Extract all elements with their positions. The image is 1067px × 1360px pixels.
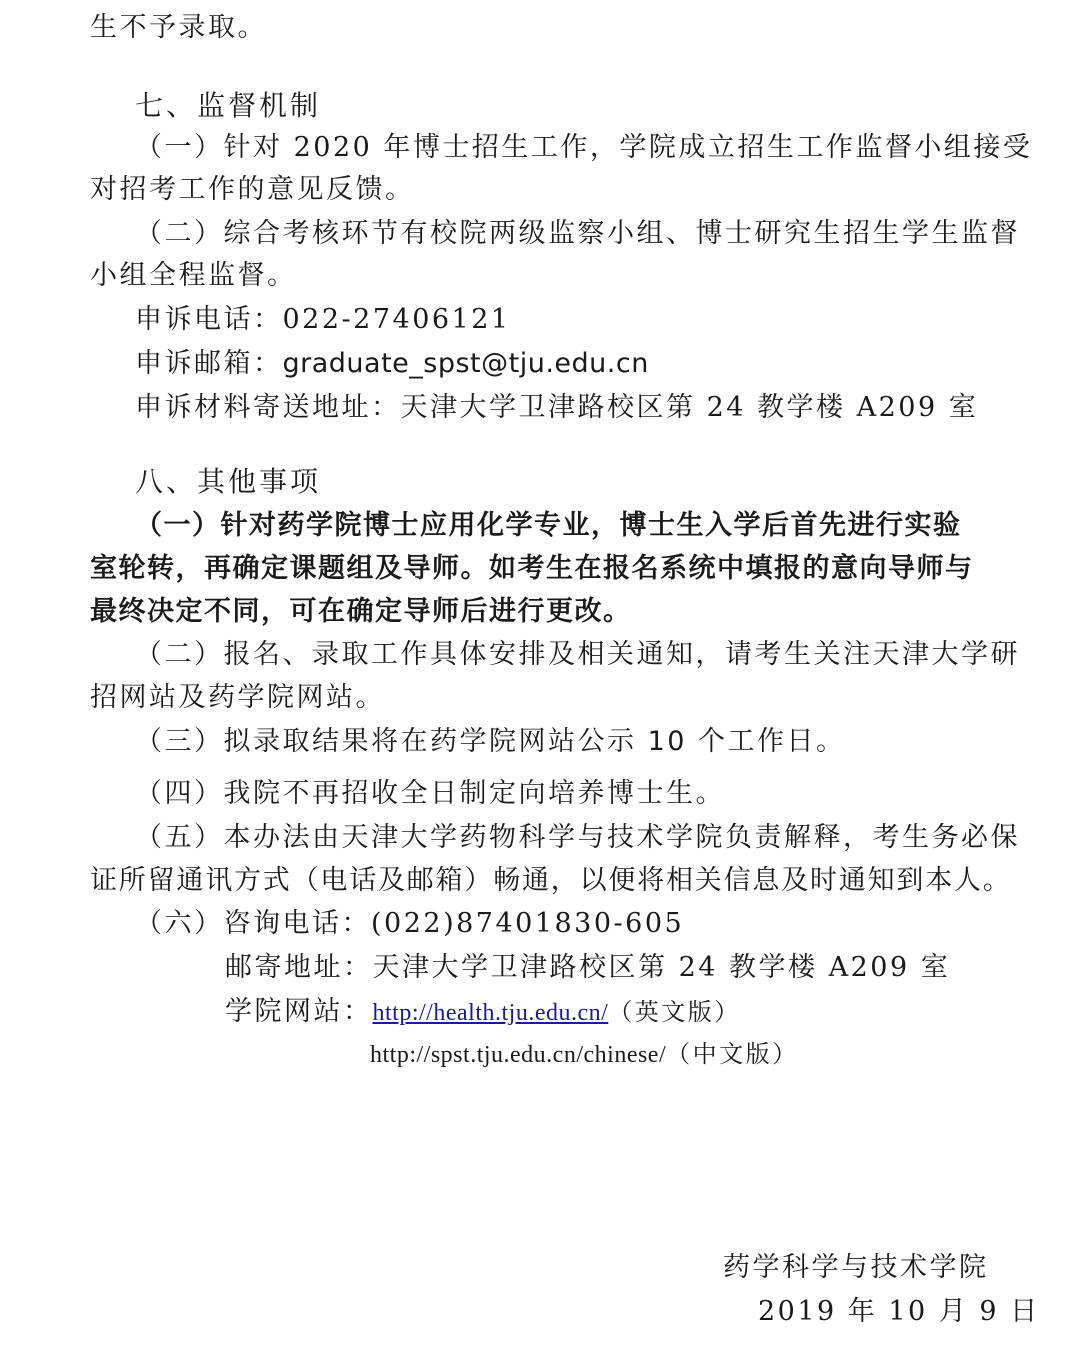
section7-item1-line1: （一）针对 2020 年博士招生工作，学院成立招生工作监督小组接受 [135, 132, 1033, 163]
section8-item4: （四）我院不再招收全日制定向培养博士生。 [135, 778, 725, 809]
section8-item1-line1: （一）针对药学院博士应用化学专业，博士生入学后首先进行实验 [135, 510, 962, 541]
section8-item5-line2: 证所留通讯方式（电话及邮箱）畅通，以便将相关信息及时通知到本人。 [90, 865, 1012, 896]
section8-item2-line2: 招网站及药学院网站。 [90, 682, 385, 713]
section8-item1-line3: 最终决定不同，可在确定导师后进行更改。 [90, 596, 632, 627]
website-label: 学院网站： [225, 996, 373, 1027]
signature-date: 2019 年 10 月 9 日 [758, 1296, 1040, 1327]
signature-org: 药学科学与技术学院 [723, 1252, 989, 1283]
website-row-cn [370, 1034, 799, 1074]
item3-prefix: （三）拟录取结果将在药学院网站公示 [135, 726, 648, 757]
appeal-email: graduate_spst@tju.edu.cn [282, 348, 649, 379]
section8-item2-line1: （二）报名、录取工作具体安排及相关通知，请考生关注天津大学研 [135, 639, 1020, 670]
website-row-en [225, 992, 741, 1032]
section8-item1-line2: 室轮转，再确定课题组及导师。如考生在报名系统中填报的意向导师与 [90, 553, 974, 584]
section8-item5-line1: （五）本办法由天津大学药物科学与技术学院负责解释，考生务必保 [135, 822, 1020, 853]
section7-item2-line2: 小组全程监督。 [90, 260, 297, 291]
website-cn-url: http://spst.tju.edu.cn/chinese/ [370, 1042, 667, 1068]
item3-number: 10 [647, 726, 687, 757]
website-en-link[interactable]: http://health.tju.edu.cn/ [372, 1000, 609, 1026]
website-en-note: （英文版） [608, 998, 741, 1026]
top-fragment: 生不予录取。 [90, 12, 267, 43]
item3-suffix: 个工作日。 [686, 726, 846, 757]
section7-item2-line1: （二）综合考核环节有校院两级监察小组、博士研究生招生学生监督 [135, 218, 1020, 249]
appeal-phone-row [135, 300, 511, 340]
section8-item6-phone: （六）咨询电话：(022)87401830-605 [135, 908, 685, 939]
appeal-email-label: 申诉邮箱： [135, 348, 283, 379]
mail-address: 邮寄地址：天津大学卫津路校区第 24 教学楼 A209 室 [225, 952, 951, 983]
section7-title: 七、监督机制 [135, 89, 322, 122]
appeal-phone-label: 申诉电话： [135, 304, 283, 335]
website-cn-note: （中文版） [666, 1040, 799, 1068]
section8-item3 [135, 722, 846, 762]
section8-title: 八、其他事项 [135, 465, 322, 498]
appeal-address: 申诉材料寄送地址：天津大学卫津路校区第 24 教学楼 A209 室 [135, 392, 979, 423]
appeal-email-row [135, 344, 649, 384]
appeal-phone: 022-27406121 [282, 304, 511, 335]
section7-item1-line2: 对招考工作的意见反馈。 [90, 174, 415, 205]
